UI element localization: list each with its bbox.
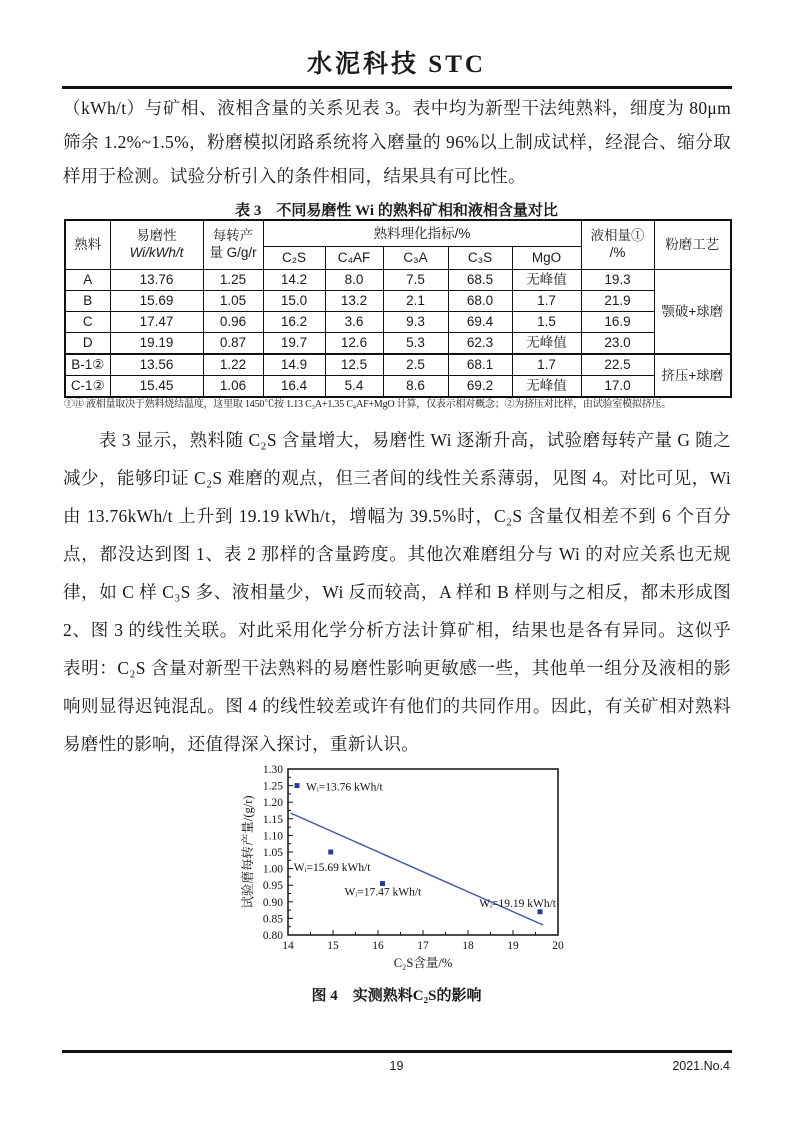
table-cell: 68.5 [448, 270, 512, 291]
table-cell: 无峰值 [512, 270, 581, 291]
table-cell: 13.56 [110, 354, 203, 376]
table-header-cell: C₄AF [325, 247, 383, 270]
svg-text:19: 19 [507, 940, 519, 952]
table-cell: 17.47 [110, 312, 203, 333]
table-header-cell: 熟料理化指标/% [263, 220, 581, 247]
footer-page-number: 19 [389, 1059, 404, 1073]
table-cell: 1.05 [203, 291, 263, 312]
header-line: Wi/kWh/t [129, 245, 184, 260]
table-cell: 12.6 [325, 333, 383, 355]
table-cell: 1.25 [203, 270, 263, 291]
table-cell: 无峰值 [512, 376, 581, 398]
table-cell: 9.3 [383, 312, 448, 333]
svg-text:20: 20 [552, 940, 564, 952]
table-cell: 69.2 [448, 376, 512, 398]
table-cell: 15.0 [263, 291, 325, 312]
table-cell: 5.3 [383, 333, 448, 355]
table-cell: 1.5 [512, 312, 581, 333]
svg-text:1.05: 1.05 [262, 847, 283, 859]
table-cell: 14.2 [263, 270, 325, 291]
table-row [65, 376, 731, 398]
table-cell: 17.0 [581, 376, 654, 398]
table-cell: B-1② [65, 354, 110, 376]
svg-text:1.20: 1.20 [262, 797, 283, 810]
svg-text:15: 15 [327, 940, 339, 952]
table-header-cell: MgO [512, 247, 581, 270]
table-cell: 1.7 [512, 291, 581, 312]
table-cell: 16.2 [263, 312, 325, 333]
table-cell: 2.1 [383, 291, 448, 312]
table-cell: 14.9 [263, 354, 325, 376]
table-cell: 0.96 [203, 312, 263, 333]
svg-text:0.95: 0.95 [262, 880, 283, 893]
table-cell: 2.5 [383, 354, 448, 376]
table-header-cell: C₃A [383, 247, 448, 270]
footer-rule [62, 1050, 732, 1053]
table-cell: 13.2 [325, 291, 383, 312]
table-header-cell: 粉磨工艺 [654, 220, 731, 270]
paragraph-2: 表 3 显示，熟料随 C₂S 含量增大，易磨性 Wi 逐渐升高，试验磨每转产量 G 随之减少，能够印证 C₂S 难磨的观点，但三者间的线性关系薄弱，见图 4。对比可见，Wi 由 13.76kWh/t 上升到 19.19 kWh/t，增幅为 39.5%时，C₂S 含量仅相差不到 6 个百分点，都没达到图 1、表 2 那样的含量跨度。其他次难磨组分与 Wi 的对应关系也无规律，如 C 样 C₃S 多、液相量少，Wi 反而较高，A 样和 B 样则与之相反，都未形成图 2、图 3 的线性关联。对此采用化学分析方法计算矿相，结果也是各有异同。这似乎表明：C₂S 含量对新型干法熟料的易磨性影响更敏感一些，其他单一组分及液相的影响则显得迟钝混乱。图 4 的线性较差或许有他们的共同作用。因此，有关矿相对熟料易磨性的影响，还值得深入探讨，重新认识。 [63, 430, 731, 754]
header-line: 易磨性 [136, 228, 177, 244]
figure-4-caption: 图 4 实测熟料C₂S的影响 [311, 988, 482, 1004]
table-cell: 19.19 [110, 333, 203, 355]
svg-text:Wᵢ=13.76 kWh/t: Wᵢ=13.76 kWh/t [306, 781, 383, 794]
table-header-cell: C₃S [448, 247, 512, 270]
svg-text:16: 16 [372, 940, 384, 952]
table-cell: 1.22 [203, 354, 263, 376]
table-cell-process-group: 挤压+球磨 [654, 354, 731, 397]
table-cell: 1.06 [203, 376, 263, 398]
table-cell: C [65, 312, 110, 333]
table-cell: D [65, 333, 110, 355]
svg-text:1.10: 1.10 [262, 830, 283, 843]
table-cell: B [65, 291, 110, 312]
table-cell: 16.4 [263, 376, 325, 398]
svg-text:C₂S含量/%: C₂S含量/% [393, 956, 453, 970]
table-cell: 68.1 [448, 354, 512, 376]
svg-text:0.85: 0.85 [262, 913, 283, 926]
svg-text:0.80: 0.80 [262, 930, 283, 942]
scatter-chart [238, 761, 588, 979]
table-footnote: ①㊟ 液相量取决于熟料烧结温度，这里取 1450℃按 1.13 C₃A+1.35 C₄AF+MgO 计算，仅表示相对概念；②为挤压对比样，由试验室模拟挤压。 [64, 399, 672, 410]
table-cell: 21.9 [581, 291, 654, 312]
svg-text:试验磨每转产量/(g/r): 试验磨每转产量/(g/r) [241, 795, 255, 909]
table-cell: 无峰值 [512, 333, 581, 355]
svg-text:17: 17 [417, 940, 429, 952]
table-cell: 1.7 [512, 354, 581, 376]
table-3-title: 表 3 不同易磨性 Wi 的熟料矿相和液相含量对比 [235, 203, 558, 219]
table-row [65, 312, 731, 333]
table-cell: 12.5 [325, 354, 383, 376]
table-header-cell: C₂S [263, 247, 325, 270]
table-cell: 8.0 [325, 270, 383, 291]
svg-text:14: 14 [282, 940, 294, 952]
table-cell: 13.76 [110, 270, 203, 291]
table-cell: 15.69 [110, 291, 203, 312]
table-header-cell [581, 220, 654, 270]
header-line: 量 G/g/r [209, 245, 257, 260]
svg-text:18: 18 [462, 940, 474, 952]
journal-header-title: 水泥科技 STC [307, 51, 486, 78]
table-cell-process-group: 颚破+球磨 [654, 270, 731, 355]
table-cell: 5.4 [325, 376, 383, 398]
table-cell: 23.0 [581, 333, 654, 355]
figure-4-chart [238, 761, 588, 979]
table-row [65, 291, 731, 312]
table-cell: 22.5 [581, 354, 654, 376]
table-cell: 7.5 [383, 270, 448, 291]
table-row [65, 354, 731, 376]
table-cell: 19.3 [581, 270, 654, 291]
table-header-cell: 熟料 [65, 220, 110, 270]
table-row [65, 270, 731, 291]
table-header-cell [110, 220, 203, 270]
header-rule [62, 86, 732, 89]
svg-text:Wᵢ=19.19 kWh/t: Wᵢ=19.19 kWh/t [479, 897, 556, 910]
table-cell: 16.9 [581, 312, 654, 333]
table-cell: 3.6 [325, 312, 383, 333]
table-cell: 68.0 [448, 291, 512, 312]
table-cell: 69.4 [448, 312, 512, 333]
svg-text:1.30: 1.30 [262, 764, 283, 776]
svg-text:1.15: 1.15 [262, 813, 283, 826]
table-row [65, 333, 731, 355]
header-line: /% [609, 245, 626, 260]
table-3 [64, 219, 732, 398]
paragraph-1: （kWh/t）与矿相、液相含量的关系见表 3。表中均为新型干法纯熟料，细度为 80μm 筛余 1.2%~1.5%，粉磨模拟闭路系统将入磨量的 96%以上制成试样，经混合、缩分取样用于检测。试验分析引入的条件相同，结果具有可比性。 [63, 98, 731, 186]
table-cell: A [65, 270, 110, 291]
table-cell: C-1② [65, 376, 110, 398]
table-cell: 19.7 [263, 333, 325, 355]
svg-text:Wᵢ=15.69 kWh/t: Wᵢ=15.69 kWh/t [293, 862, 371, 874]
header-line: 液相量① [590, 228, 645, 244]
table-header-cell [203, 220, 263, 270]
table-cell: 8.6 [383, 376, 448, 398]
table-cell: 15.45 [110, 376, 203, 398]
footer-issue-number: 2021.No.4 [672, 1059, 730, 1073]
svg-text:1.25: 1.25 [262, 780, 283, 793]
table-cell: 62.3 [448, 333, 512, 355]
header-line: 每转产 [212, 228, 254, 244]
svg-text:0.90: 0.90 [262, 896, 283, 909]
svg-text:Wᵢ=17.47 kWh/t: Wᵢ=17.47 kWh/t [344, 886, 422, 899]
svg-text:1.00: 1.00 [262, 863, 283, 876]
table-cell: 0.87 [203, 333, 263, 355]
